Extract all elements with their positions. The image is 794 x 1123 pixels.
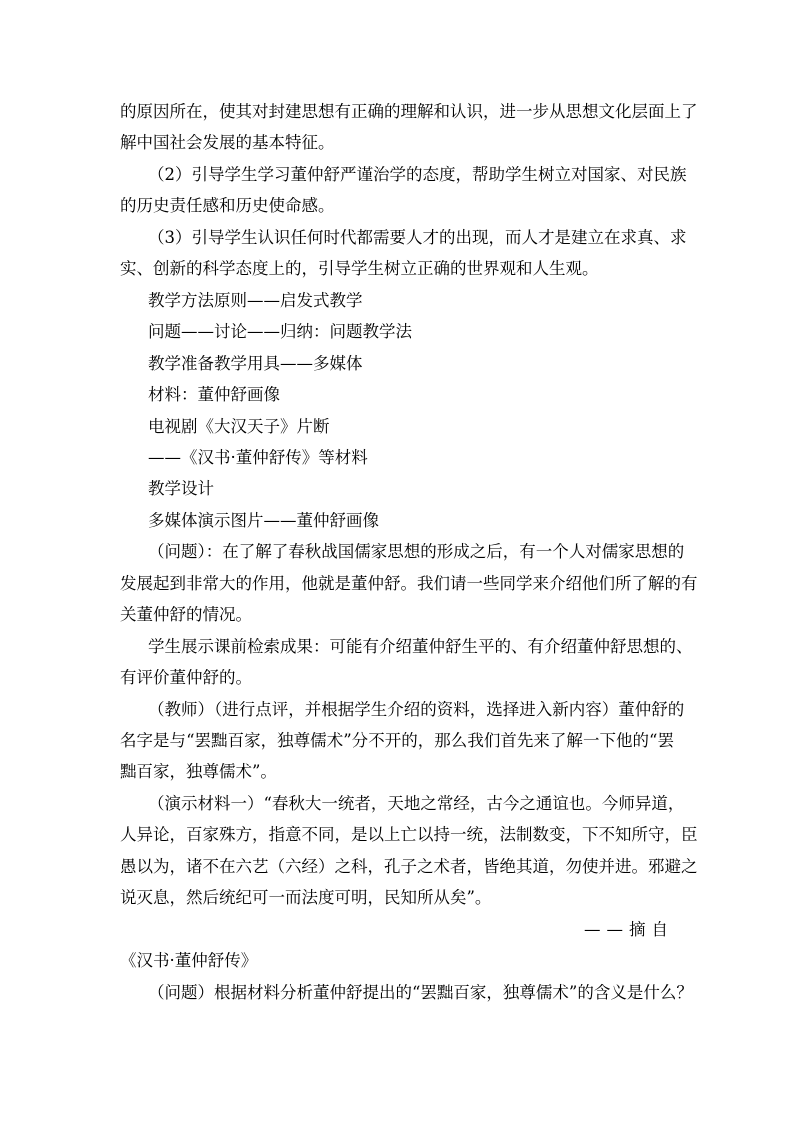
citation-attribution: ——摘自: [584, 920, 674, 939]
paragraph-line: 说灭息，然后统纪可一而法度可明，民知所从矣”。: [120, 888, 492, 907]
paragraph-line: （问题）：在了解了春秋战国儒家思想的形成之后，有一个人对儒家思想的: [148, 542, 685, 561]
citation-source: 《汉书·董仲舒传》: [120, 951, 258, 970]
paragraph-line: 多媒体演示图片——董仲舒画像: [148, 511, 379, 530]
paragraph-line: 教学准备教学用具——多媒体: [148, 354, 363, 373]
paragraph-line: 名字是与“罢黜百家，独尊儒术”分不开的，那么我们首先来了解一下他的“罢: [120, 731, 674, 750]
paragraph-line: （演示材料一）“春秋大一统者，天地之常经，古今之通谊也。今师异道，: [148, 794, 685, 813]
paragraph-line: 学生展示课前检索成果：可能有介绍董仲舒生平的、有介绍董仲舒思想的、: [148, 637, 693, 656]
paragraph-line: 发展起到非常大的作用，他就是董仲舒。我们请一些同学来介绍他们所了解的有: [120, 574, 698, 593]
question-line: （问题）根据材料分析董仲舒提出的“罢黜百家，独尊儒术”的含义是什么？: [148, 983, 693, 1002]
paragraph-line: 解中国社会发展的基本特征。: [120, 133, 335, 152]
paragraph-line: 有评价董仲舒的。: [120, 668, 252, 687]
paragraph-line: 的历史责任感和历史使命感。: [120, 196, 335, 215]
paragraph-line: 材料：董仲舒画像: [148, 385, 280, 404]
paragraph-line: （2）引导学生学习董仲舒严谨治学的态度，帮助学生树立对国家、对民族: [148, 165, 687, 184]
paragraph-line: 教学设计: [148, 479, 214, 498]
paragraph-line: （3）引导学生认识任何时代都需要人才的出现，而人才是建立在求真、求: [148, 228, 687, 247]
paragraph-line: 问题——讨论——归纳：问题教学法: [148, 322, 412, 341]
paragraph-line: 教学方法原则——启发式教学: [148, 291, 363, 310]
paragraph-line: 人异论，百家殊方，指意不同，是以上亡以持一统，法制数变，下不知所守，臣: [120, 825, 698, 844]
paragraph-line: 电视剧《大汉天子》片断: [148, 417, 330, 436]
paragraph-line: ——《汉书·董仲舒传》等材料: [148, 448, 368, 467]
paragraph-line: 实、创新的科学态度上的，引导学生树立正确的世界观和人生观。: [120, 259, 599, 278]
paragraph-line: （教师）（进行点评，并根据学生介绍的资料，选择进入新内容）董仲舒的: [148, 700, 685, 719]
paragraph-line: 的原因所在，使其对封建思想有正确的理解和认识，进一步从思想文化层面上了: [120, 102, 698, 121]
paragraph-line: 关董仲舒的情况。: [120, 605, 252, 624]
paragraph-line: 黜百家，独尊儒术”。: [120, 762, 277, 781]
paragraph-line: 愚以为，诸不在六艺（六经）之科，孔子之术者，皆绝其道，勿使并进。邪避之: [120, 857, 698, 876]
